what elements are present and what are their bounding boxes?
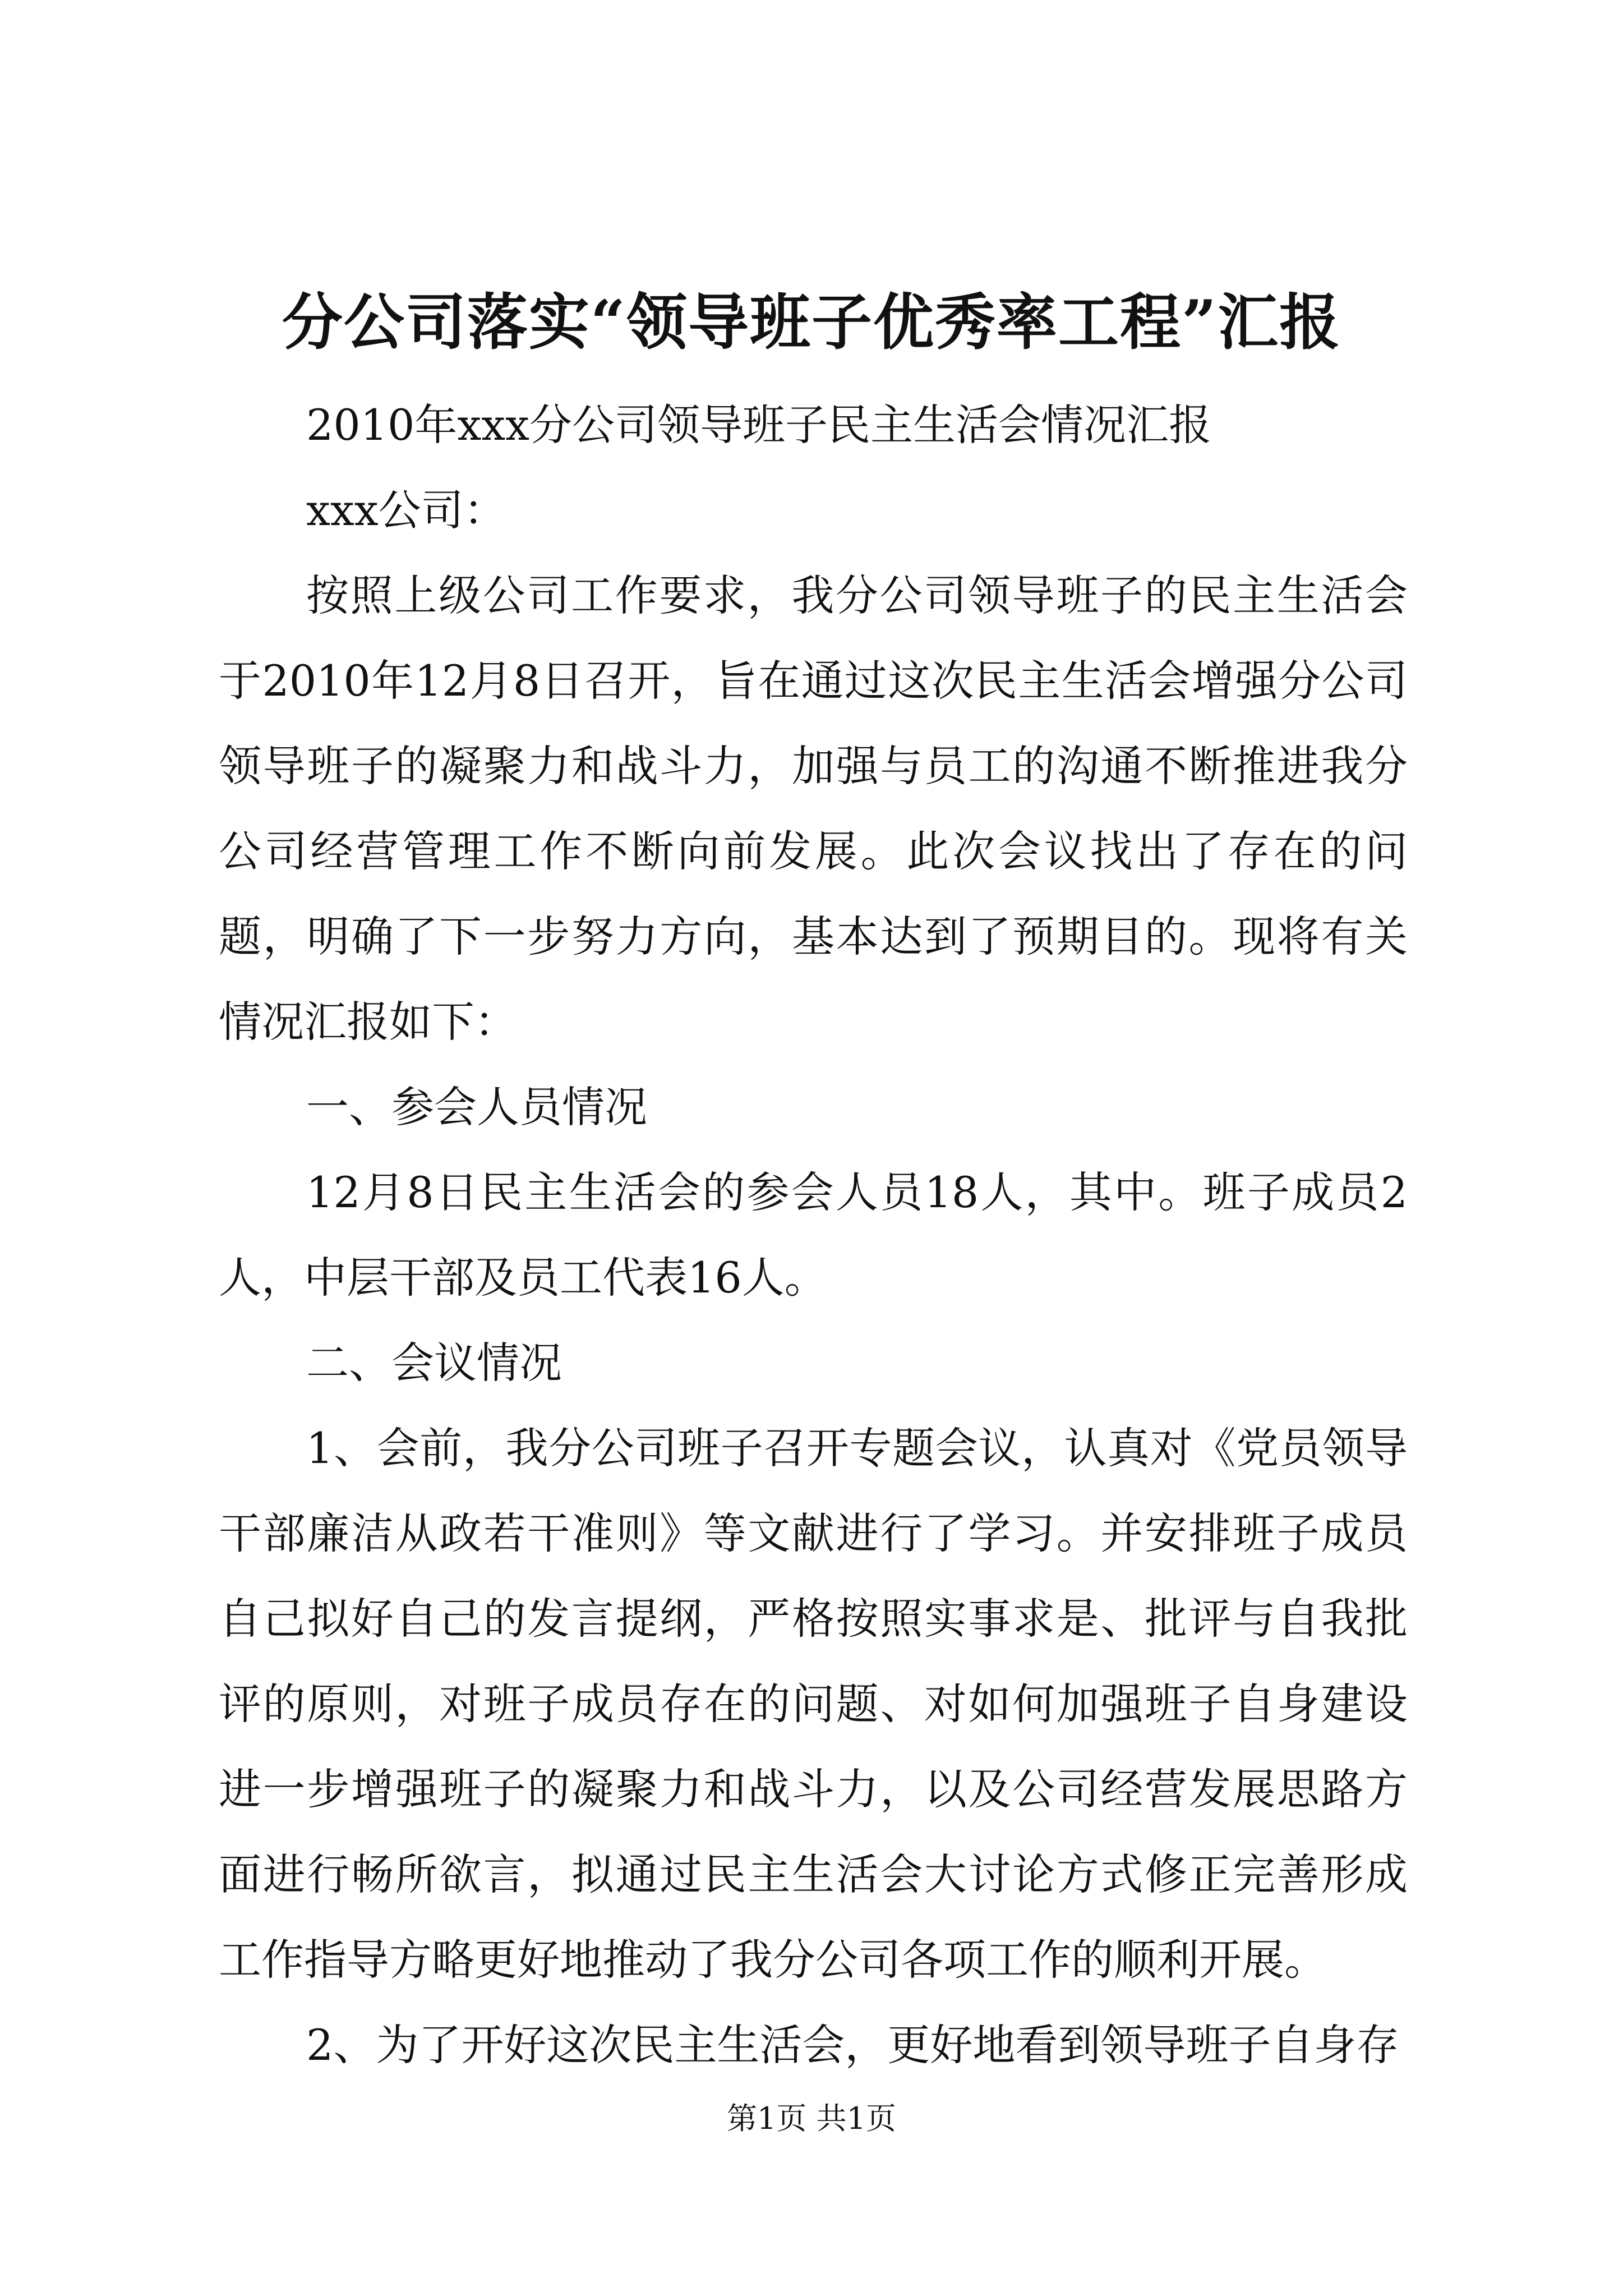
document-title: 分公司落实“领导班子优秀率工程”汇报 [282, 287, 1341, 358]
intro-paragraph: 按照上级公司工作要求，我分公司领导班子的民主生活会于2010年12月8日召开，旨在通过这次民主生活会增强分公司领导班子的凝聚力和战斗力，加强与员工的沟通不断推进我分公司经营管理工作不断向前发展。此次会议找出了存在的问题，明确了下一步努力方向，基本达到了预期目的。现将有关情况汇报如下： [219, 570, 1408, 1047]
salutation: xxx公司： [306, 485, 506, 535]
meeting-paragraph-2: 2、为了开好这次民主生活会，更好地看到领导班子自身存 [306, 2020, 1399, 2070]
section-heading-attendees: 一、参会人员情况 [306, 1082, 647, 1132]
section-heading-meeting: 二、会议情况 [306, 1338, 562, 1388]
report-subtitle: 2010年xxx分公司领导班子民主生活会情况汇报 [306, 400, 1211, 450]
meeting-paragraph-1: 1、会前，我分公司班子召开专题会议，认真对《党员领导干部廉洁从政若干准则》等文献进行了学习。并安排班子成员自己拟好自己的发言提纲，严格按照实事求是、批评与自我批评的原则，对班子成员存在的问题、对如何加强班子自身建设进一步增强班子的凝聚力和战斗力，以及公司经营发展思路方面进行畅所欲言，拟通过民主生活会大讨论方式修正完善形成工作指导方略更好地推动了我分公司各项工作的顺利开展。 [219, 1423, 1408, 1985]
attendees-paragraph: 12月8日民主生活会的参会人员18人，其中。班子成员2人，中层干部及员工代表16人。 [219, 1167, 1408, 1303]
document-body [219, 383, 1408, 2088]
page-footer: 第1页 共1页 [727, 2101, 896, 2136]
